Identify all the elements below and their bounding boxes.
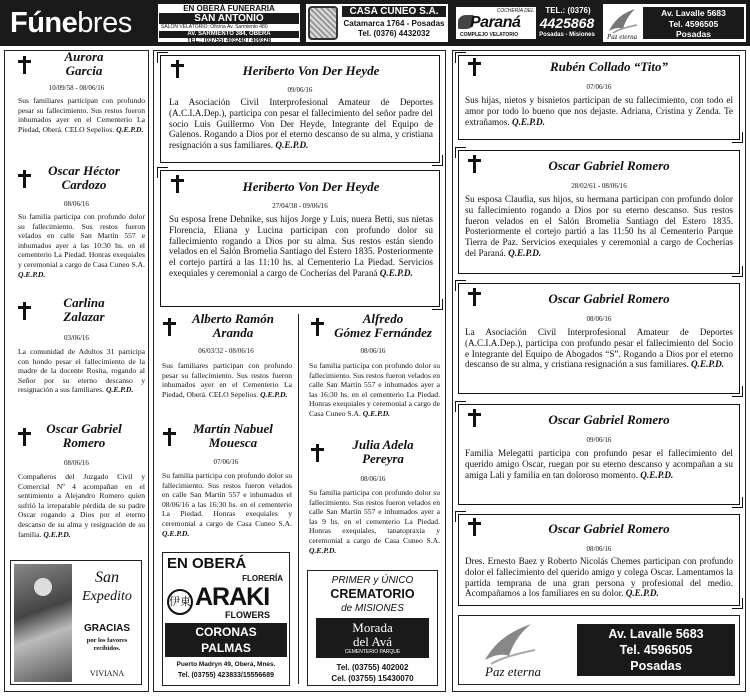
deceased-name: Oscar Gabriel Romero [46, 421, 122, 450]
obituary-text: Sus familiares participan con profundo pesar su fallecimiento. Sus restos fueron inhumados ayer en el Cementerio La Piedad, Oberá. CELO Sepelios. Q.E.P.D. [18, 96, 145, 134]
deceased-name: Aurora Garcia [64, 49, 104, 78]
obituary-text: Su familia participa con profundo dolor su fallecimiento. Sus restos fueron velados en calle San Martín 557 e inhumados ayer a las 16:30 hs. en el cementerio La Piedad. Honras exequiales y ceremonial a cargo de Casa Cuneo S.A. Q.E.P.D. [309, 361, 440, 418]
section-title: Fúnebres [10, 7, 132, 39]
framed-obituary [160, 170, 440, 307]
ad-contact-box [577, 624, 735, 676]
cross-icon [468, 58, 481, 76]
ad-line: Av. Lavalle 5683 [608, 627, 704, 641]
ad-san-expedito [10, 560, 142, 685]
ad-line: CREMATORIO [330, 587, 415, 601]
ad-line: EN OBERÁ FUNERARIA [183, 4, 275, 13]
obituary-dates: 28/02/61 - 08/06/16 [571, 182, 627, 190]
framed-obituary [458, 514, 740, 606]
ad-line: TEL.: (03755) 403240 / 409328 [186, 38, 272, 42]
obituary-text: Sus hijas, nietos y bisnietos participan de su fallecimiento, con todo el amor por todo lo bueno que nos dejaste. Adriana, Cristina y Zenda. Te extrañamos. Q.E.P.D. [465, 95, 733, 127]
cross-icon [468, 409, 481, 427]
saint-image [14, 564, 72, 682]
deceased-name: Oscar Gabriel Romero [548, 291, 670, 306]
logo-text: Paz eterna [607, 33, 638, 41]
deceased-name: Julia Adela Pereyra [352, 437, 414, 466]
ad-line: Tel. (0376) 4432032 [358, 29, 430, 38]
ad-phone: 4425868 [539, 15, 595, 31]
ad-line: Catamarca 1764 - Posadas [343, 19, 445, 28]
deceased-name: Martín Nabuel Mouesca [193, 421, 273, 450]
ad-line: Tel. 4596505 [619, 643, 693, 657]
obituary-text: Dres. Ernesto Baez y Roberto Nicolás Chemes participan con profundo dolor el fallecimiento del querido amigo y colega Oscar. Lamentamos la partida temprana de una gran persona y profesional del medio. Acompañamos a los familiares en su dolor. Q.E.P.D. [465, 556, 733, 599]
deceased-name: Heriberto Von Der Heyde [242, 179, 380, 194]
ad-crematorio [307, 570, 438, 686]
ad-line: Paraná [470, 14, 521, 31]
obituary-dates: 08/06/16 [360, 475, 386, 483]
dove-icon [479, 620, 539, 670]
obituary-dates: 07/06/16 [213, 458, 239, 466]
ad-line: Puerto Madryn 49, Oberá, Mnes. [176, 661, 276, 668]
casa-cuneo-logo-icon [308, 6, 338, 40]
cross-icon [18, 428, 31, 446]
obituary-text: Su esposa Claudia, sus hijos, su hermana participan con profundo dolor su fallecimiento rogando a Dios por su eterno descanso. Sus restos fueron velados en el Salón Bromelia Santiago del Estero 1835. Posteriormente el cortejo partió a las 11:50 hs al Cementerio Parque Tierra de Paz. Servicios exequiales y ceremonial a cargo de Cocherías del Paraná. Q.E.P.D. [465, 194, 733, 258]
obituary-dates: 08/06/16 [360, 347, 386, 355]
deceased-name: Oscar Gabriel Romero [548, 158, 670, 173]
obituary-text: Sus familiares participan con profundo pesar su fallecimiento. Sus restos fueron inhumados ayer en el Cementerio La Piedad, Oberá. CELO Sepelios. Q.E.P.D. [162, 361, 292, 399]
obituary-text: La comunidad de Adultos 31 participa con hondo pesar el fallecimiento de la madre de la docente Rosita, rogando al Señor por su eterno descanso y resignación a sus familiares. Q.E.P.D. [18, 347, 145, 395]
ad-line: Tel. 4596505 [668, 18, 719, 29]
cross-icon [468, 518, 481, 536]
ad-line: del Avá [352, 634, 393, 649]
obituary-dates: 10/09/58 - 08/06/16 [48, 84, 105, 92]
deceased-name: Heriberto Von Der Heyde [242, 63, 380, 78]
ad-line: por los favores recibidos. [86, 637, 128, 652]
obituary-text: Su familia participa con profundo dolor su fallecimiento. Sus restos fueron velados en calle San Martín 557 e inhumados el 08/06/16 a las 16:30 hs. en el cementerio La Piedad. Honras exequiales y ceremonial a cargo de Casa Cuneo S.A. Q.E.P.D. [162, 471, 292, 538]
araki-emblem-icon: 伊東 [167, 589, 193, 615]
obituary-dates: 08/06/16 [64, 200, 89, 208]
cross-icon [468, 155, 481, 173]
logo-text: Paz eterna [485, 664, 541, 679]
obituary-dates: 03/06/16 [64, 334, 89, 342]
ad-line: CASA CUNEO S.A. [342, 6, 446, 17]
ad-floreria-araki [162, 552, 290, 686]
ad-line: GRACIAS [83, 623, 131, 634]
deceased-name: Oscar Gabriel Romero [548, 412, 670, 427]
obituary-dates: 06/03/32 - 08/06/16 [198, 347, 254, 355]
obituary-dates: 09/06/16 [287, 86, 313, 94]
framed-obituary [458, 55, 740, 140]
ad-banner [165, 623, 287, 657]
ad-funeraria-san-antonio[interactable] [158, 4, 300, 42]
cross-icon [18, 170, 31, 188]
ad-line: Morada [352, 620, 393, 635]
ad-paz-eterna-header[interactable] [603, 4, 746, 42]
ad-line: COCHERÍA DEL [496, 8, 534, 14]
ad-line: Cel. (03755) 15430070 [331, 674, 414, 683]
ad-line: Av. Lavalle 5683 [661, 8, 726, 18]
ad-line: SAN ANTONIO [159, 13, 299, 24]
ad-line: San [95, 569, 119, 586]
ad-line: Tel. (03755) 402002 [336, 663, 409, 672]
ad-cocheria-parana[interactable] [455, 4, 598, 42]
obituary-dates: 09/06/16 [586, 436, 612, 444]
column-divider [298, 314, 299, 684]
cross-icon [18, 302, 31, 320]
obituary-dates: 07/06/16 [586, 83, 612, 91]
ad-line: SALÓN VELATORIO: Oficina Av. Sarmiento 480 [161, 24, 268, 30]
cross-icon [163, 428, 176, 446]
obituary-dates: 08/06/16 [586, 545, 612, 553]
cross-icon [18, 56, 31, 74]
obituary-text: Su familia participa con profundo dolor su fallecimiento. Sus restos fueron velados en calle San Martín 557 e inhumados ayer a las 9 hs. en el cementerio La Piedad. Honras exequiales, tanatopraxia y ceremonial a cargo de Casa Cuneo S.A. Q.E.P.D. [309, 488, 440, 555]
cross-icon [163, 318, 176, 336]
ad-paz-eterna [458, 615, 740, 685]
ad-contact-box [643, 7, 744, 39]
deceased-name: Oscar Gabriel Romero [548, 521, 670, 536]
ad-line: CEMENTERIO PARQUE [344, 649, 401, 655]
ad-casa-cuneo[interactable] [306, 4, 448, 42]
cross-icon [171, 60, 184, 78]
ad-line: Expedito [82, 589, 132, 604]
framed-obituary [458, 404, 740, 505]
ad-line: Tel. (03755) 423833/15556689 [177, 672, 274, 679]
obituary-dates: 27/04/38 - 09/06/16 [272, 202, 328, 210]
deceased-name: Alfredo Gómez Fernández [334, 311, 432, 340]
ad-banner [316, 618, 429, 658]
deceased-name: Carlina Zalazar [63, 295, 105, 324]
ad-line: FLOWERS [225, 610, 270, 620]
ad-line: TEL.: (0376) [545, 6, 591, 15]
ad-line: COMPLEJO VELATORIO [460, 32, 519, 38]
ad-line: AV. SARMIENTO 384, OBERÁ [159, 31, 299, 38]
ad-line: FLORERÍA [242, 574, 283, 583]
ad-line: PRIMER y ÚNICO [331, 575, 414, 586]
obituary-dates: 08/06/16 [586, 315, 612, 323]
obituary-text: La Asociación Civil Interprofesional Amateur de Deportes (A.C.I.A.Dep.), participa con profundo pesar el fallecimiento del Socio e Integrante del Equipo de Abogados “S”. Rogando a Dios por el eterno descanso de su alma, y cristiana resignación a sus familiares. Q.E.P.D. [465, 327, 733, 370]
cross-icon [171, 175, 184, 193]
deceased-name: Rubén Collado “Tito” [550, 59, 668, 74]
obituary-text: Compañeros del Juzgado Civil y Comercial Nº 4 acompañan en el sentimiento a Alejandro Romero quien sufrió la irreparable pérdida de su padre Oscar rogando a Dios por el eterno descanso de su alma y resignación de su familia. Q.E.P.D. [18, 472, 145, 539]
framed-obituary [458, 150, 740, 274]
ad-line: Posadas [630, 659, 682, 673]
ad-line: PALMAS [201, 641, 251, 655]
obituary-text: La Asociación Civil Interprofesional Amateur de Deportes (A.C.I.A.Dep.), participa con pesar el fallecimiento del señor padre del socio Luis Guillermo Von Der Heyde, Integrante del Equipo de Galenos. Rogando a Dios por el eterno descanso de su alma, y cristiana resignación a sus familiares. Q.E.P.D. [169, 97, 433, 151]
ad-line: Posadas - Misiones [539, 32, 595, 38]
deceased-name: Alberto Ramón Aranda [192, 311, 274, 340]
ad-line: CORONAS [195, 625, 257, 639]
deceased-name: Oscar Héctor Cardozo [48, 163, 120, 192]
ad-line: Posadas [676, 29, 711, 39]
obituary-dates: 08/06/16 [64, 459, 89, 467]
page-header [0, 0, 750, 46]
obituary-text: Familia Melegatti participa con profundo pesar el fallecimiento del querido amigo Oscar, ruegan por su eterno descanso y acompañan a su amiga Lali y familia en tan doloroso momento. Q.E.P.D. [465, 448, 733, 480]
obituary-text: Su esposa Irene Dehnike, sus hijos Jorge y Luis, nuera Betti, sus nietas Florencia, Eliana y Lucina participan con profundo dolor su fallecimiento rogando a Dios por su alma. Sus restos están siendo velados en el Salón Bromelia Santiago del Estero 1835. Posteriormente el cortejo partirá a las 11:10 hs. al Cementerio La Piedad. Servicios exequiales y ceremonial a cargo de Cocherías del Paraná Q.E.P.D. [169, 214, 433, 278]
parana-logo [456, 7, 536, 39]
framed-obituary [458, 283, 740, 394]
ad-line: VIVIANA [89, 669, 125, 678]
ad-line: EN OBERÁ [167, 555, 247, 572]
obituary-text: Su familia participa con profundo dolor su fallecimiento. Sus restos fueron velados en calle San Martín 557 e inhumados ayer a las 10:30 hs. en el cementerio La Piedad. Honras exequiales y ceremonial a cargo de Casa Cuneo S.A. Q.E.P.D. [18, 212, 145, 279]
framed-obituary [160, 55, 440, 163]
ad-line: de MISIONES [341, 603, 404, 614]
cross-icon [468, 288, 481, 306]
ad-line: ARAKI [195, 583, 270, 611]
